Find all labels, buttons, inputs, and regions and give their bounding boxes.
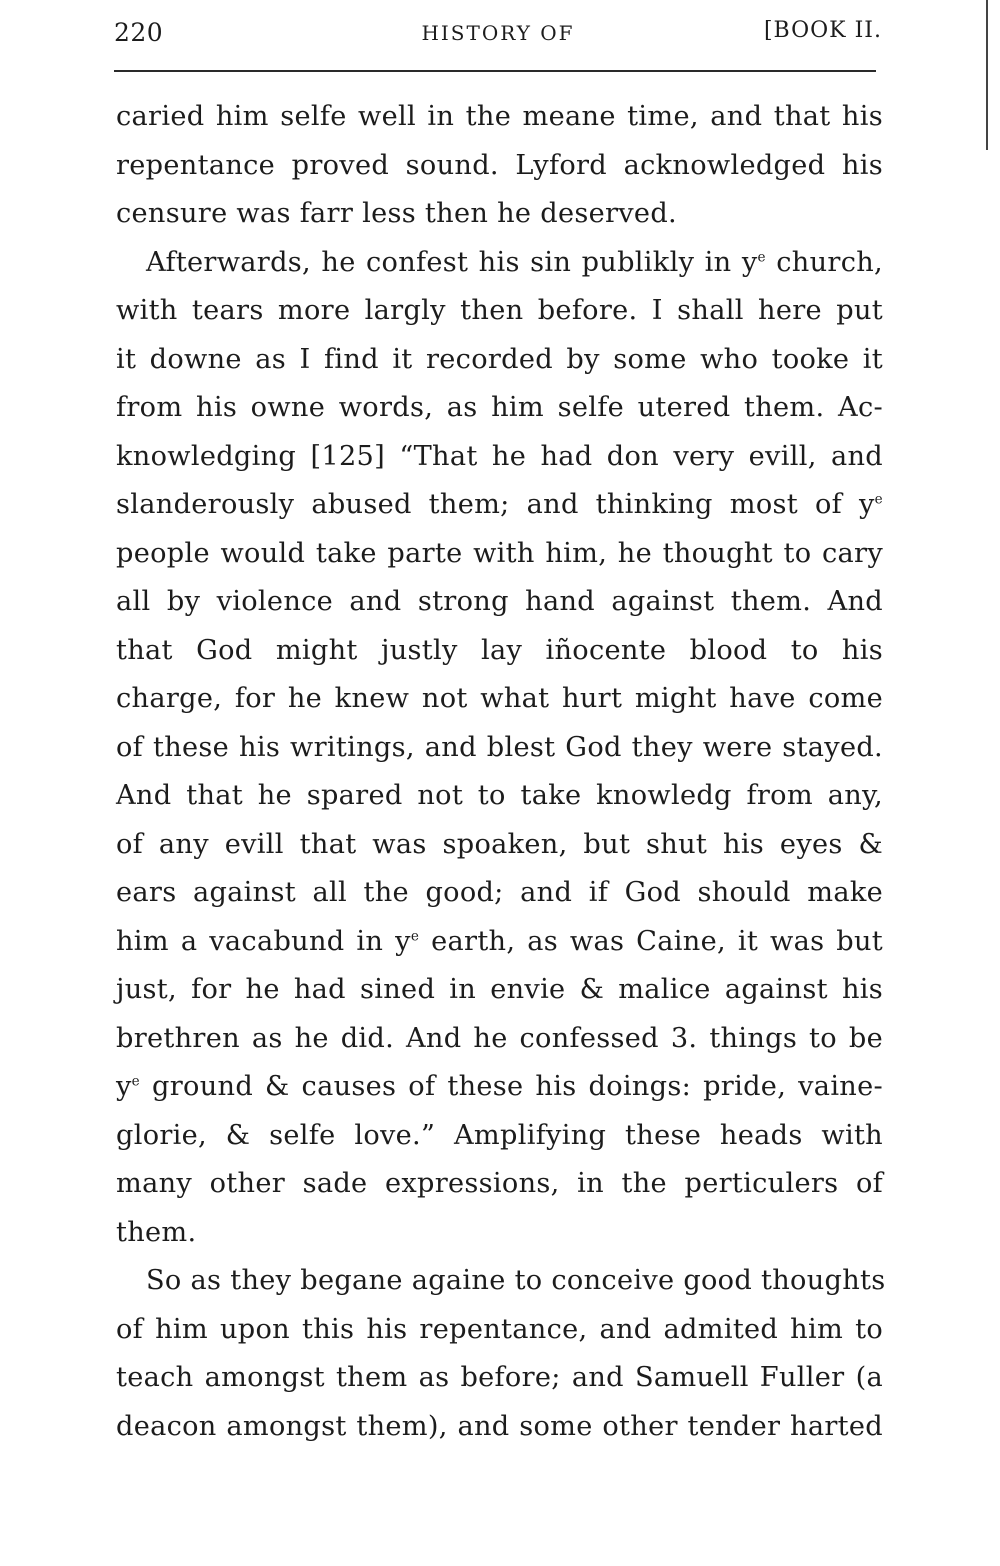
text-line: them. bbox=[116, 1216, 197, 1248]
line-text: ground & causes of these his doings: pride, vaine- bbox=[140, 1071, 883, 1102]
text-line: deacon amongst them), and some other tender harted bbox=[116, 1410, 883, 1442]
line-text: y bbox=[116, 1071, 132, 1102]
text-line: with tears more largly then before. I shall here put bbox=[116, 295, 883, 326]
book-label: [BOOK II. bbox=[763, 18, 882, 43]
text-line: censure was farr less then he deserved. bbox=[116, 198, 677, 229]
text-line: it downe as I find it recorded by some who tooke it bbox=[116, 343, 883, 375]
text-line bbox=[116, 239, 883, 288]
text-line: ears against all the good; and if God should make bbox=[116, 877, 883, 908]
text-line: brethren as he did. And he confessed 3. things to be bbox=[116, 1022, 883, 1054]
running-title: HISTORY OF bbox=[421, 21, 575, 45]
text-line bbox=[116, 918, 883, 967]
text-line: many other sade expressions, in the perticulers of bbox=[116, 1168, 883, 1199]
line-text: Afterwards, he confest his sin publikly in y bbox=[146, 246, 758, 278]
line-text: church, bbox=[765, 246, 884, 278]
superscript: e bbox=[757, 248, 766, 265]
body-text bbox=[116, 93, 886, 1451]
running-header bbox=[114, 18, 882, 58]
text-line: caried him selfe well in the meane time, and that his bbox=[116, 101, 883, 132]
text-line: of any evill that was spoaken, but shut his eyes & bbox=[116, 828, 883, 860]
text-line: And that he spared not to take knowledg from any, bbox=[116, 780, 883, 811]
text-line: repentance proved sound. Lyford acknowledged his bbox=[116, 149, 883, 181]
page-edge-mark bbox=[986, 0, 988, 150]
header-rule bbox=[114, 70, 876, 72]
text-line: of these his writings, and blest God they were stayed. bbox=[116, 731, 883, 763]
text-line bbox=[116, 1063, 883, 1112]
text-line: glorie, & selfe love.” Amplifying these heads with bbox=[116, 1119, 883, 1151]
page-number: 220 bbox=[114, 18, 164, 47]
text-line: knowledging [125] “That he had don very evill, and bbox=[116, 440, 883, 472]
text-line: people would take parte with him, he thought to cary bbox=[116, 537, 883, 569]
text-line bbox=[116, 481, 883, 530]
superscript: e bbox=[874, 491, 883, 508]
superscript: e bbox=[410, 927, 420, 944]
text-line: from his owne words, as him selfe utered them. Ac- bbox=[116, 392, 883, 423]
text-line: charge, for he knew not what hurt might have come bbox=[116, 683, 883, 714]
text-line: that God might justly lay iñocente blood to his bbox=[116, 634, 883, 666]
superscript: e bbox=[131, 1073, 141, 1090]
text-line: just, for he had sined in envie & malice against his bbox=[116, 974, 883, 1005]
text-line: of him upon this his repentance, and admited him to bbox=[116, 1313, 883, 1345]
line-text: him a vacabund in y bbox=[116, 925, 411, 957]
text-line: teach amongst them as before; and Samuell Fuller (a bbox=[116, 1362, 883, 1393]
line-text: earth, as was Caine, it was but bbox=[419, 925, 884, 957]
line-text: slanderously abused them; and thinking most of y bbox=[116, 489, 875, 520]
text-line: So as they begane againe to conceive good thoughts bbox=[146, 1265, 886, 1296]
text-line: all by violence and strong hand against them. And bbox=[116, 586, 883, 617]
